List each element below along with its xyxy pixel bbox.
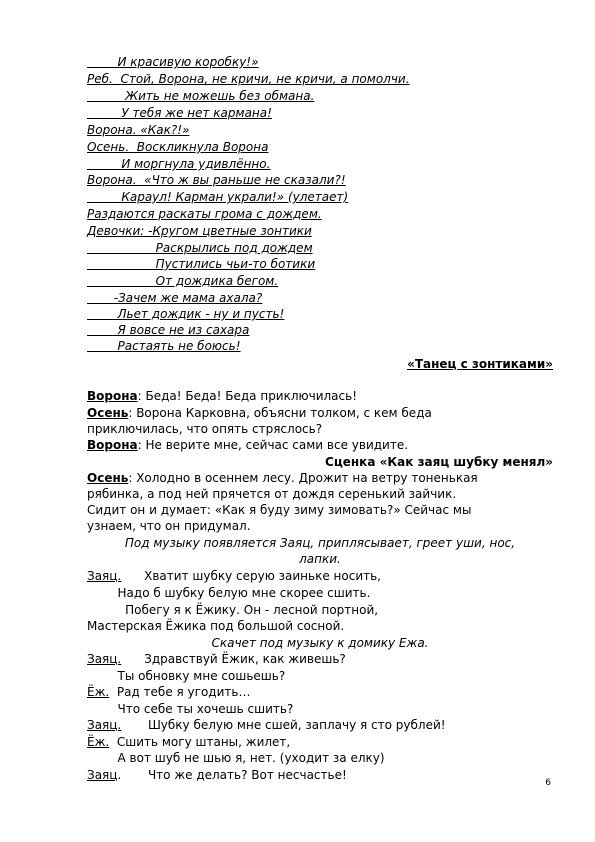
stage-direction: лапки. xyxy=(299,552,341,566)
speaker-label: Заяц. xyxy=(87,652,122,666)
speaker-text: : Холодно в осеннем лесу. Дрожит на ветру тоненькая xyxy=(128,471,478,485)
verse-line: Раскрылись под дождем xyxy=(87,241,313,255)
speaker-text: : Беда! Беда! Беда приключилась! xyxy=(137,389,358,403)
dialogue-line xyxy=(87,569,381,584)
page-number: 6 xyxy=(545,778,551,788)
speaker-label: Заяц xyxy=(87,768,118,782)
speaker-text: Здравствуй Ёжик, как живешь? xyxy=(121,652,346,666)
speaker-text: Хватит шубку серую заиньке носить, xyxy=(121,569,381,583)
dialogue-line: Надо б шубку белую мне скорее сшить. xyxy=(87,586,371,600)
verse-line: Ворона. «Как?!» xyxy=(87,123,190,137)
speaker-text: : Ворона Карковна, объясни толком, с кем беда xyxy=(128,406,432,420)
scene-title: Сценка «Как заяц шубку менял» xyxy=(325,455,553,469)
stage-direction: Под музыку появляется Заяц, приплясывает, греет уши, нос, xyxy=(124,536,516,550)
verse-line: Раздаются раскаты грома с дождем. xyxy=(87,207,322,221)
dialogue-line: рябинка, а под ней прячется от дождя серенький зайчик. xyxy=(87,487,457,501)
speaker-label: Осень xyxy=(87,406,129,420)
speaker-text: . Что же делать? Вот несчастье! xyxy=(117,768,347,782)
dialogue-line: приключилась, что опять стряслось? xyxy=(87,422,323,436)
verse-line: Растаять не боюсь! xyxy=(87,339,241,353)
dialogue-line xyxy=(87,406,432,421)
dialogue-line xyxy=(87,471,478,486)
dialogue-line: Мастерская Ёжика под большой сосной. xyxy=(87,619,345,633)
dialogue-line: Ты обновку мне сошьешь? xyxy=(87,669,286,683)
speaker-label: Ёж. xyxy=(87,685,110,699)
verse-line: Жить не можешь без обмана. xyxy=(87,89,315,103)
verse-line: Ворона. «Что ж вы раньше не сказали?! xyxy=(87,173,346,187)
stage-direction: Скачет под музыку к домику Ежа. xyxy=(211,636,429,650)
speaker-label: Заяц. xyxy=(87,569,122,583)
speaker-text: : Не верите мне, сейчас сами все увидите. xyxy=(137,438,409,452)
dialogue-line xyxy=(87,685,250,700)
verse-line: От дождика бегом. xyxy=(87,274,279,288)
dance-title: «Танец с зонтиками» xyxy=(407,357,553,371)
dialogue-line xyxy=(87,438,408,453)
speaker-label: Ворона xyxy=(87,438,138,452)
verse-line: Пустились чьи-то ботики xyxy=(87,257,316,271)
speaker-label: Осень xyxy=(87,471,129,485)
dialogue-line xyxy=(87,389,357,404)
verse-line: Караул! Карман украли!» (улетает) xyxy=(87,190,349,204)
verse-line: И моргнула удивлённо. xyxy=(87,157,271,171)
verse-line: Льет дождик - ну и пусть! xyxy=(87,307,285,321)
dialogue-line xyxy=(87,735,290,750)
dialogue-line xyxy=(87,718,446,733)
speaker-text: Шубку белую мне сшей, заплачу я сто рублей! xyxy=(121,718,446,732)
verse-line: Девочки: -Кругом цветные зонтики xyxy=(87,224,312,238)
verse-line: Осень. Воскликнула Ворона xyxy=(87,140,269,154)
verse-line: И красивую коробку!» xyxy=(87,55,259,69)
speaker-label: Ёж. xyxy=(87,735,110,749)
dialogue-line xyxy=(87,652,346,667)
verse-line: Я вовсе не из сахара xyxy=(87,323,250,337)
dialogue-line: узнаем, что он придумал. xyxy=(87,519,251,533)
dialogue-line: Сидит он и думает: «Как я буду зиму зимовать?» Сейчас мы xyxy=(87,503,472,517)
verse-line: Реб. Стой, Ворона, не кричи, не кричи, а помолчи. xyxy=(87,72,410,86)
speaker-label: Ворона xyxy=(87,389,138,403)
dialogue-line xyxy=(87,768,347,783)
dialogue-line: А вот шуб не шью я, нет. (уходит за елку) xyxy=(87,751,385,765)
dialogue-line: Что себе ты хочешь сшить? xyxy=(87,702,294,716)
verse-line: -Зачем же мама ахала? xyxy=(87,291,263,305)
speaker-text: Рад тебе я угодить… xyxy=(109,685,251,699)
dialogue-line: Побегу я к Ёжику. Он - лесной портной, xyxy=(87,603,379,617)
verse-line: У тебя же нет кармана! xyxy=(87,106,272,120)
speaker-text: Сшить могу штаны, жилет, xyxy=(109,735,291,749)
speaker-label: Заяц. xyxy=(87,718,122,732)
